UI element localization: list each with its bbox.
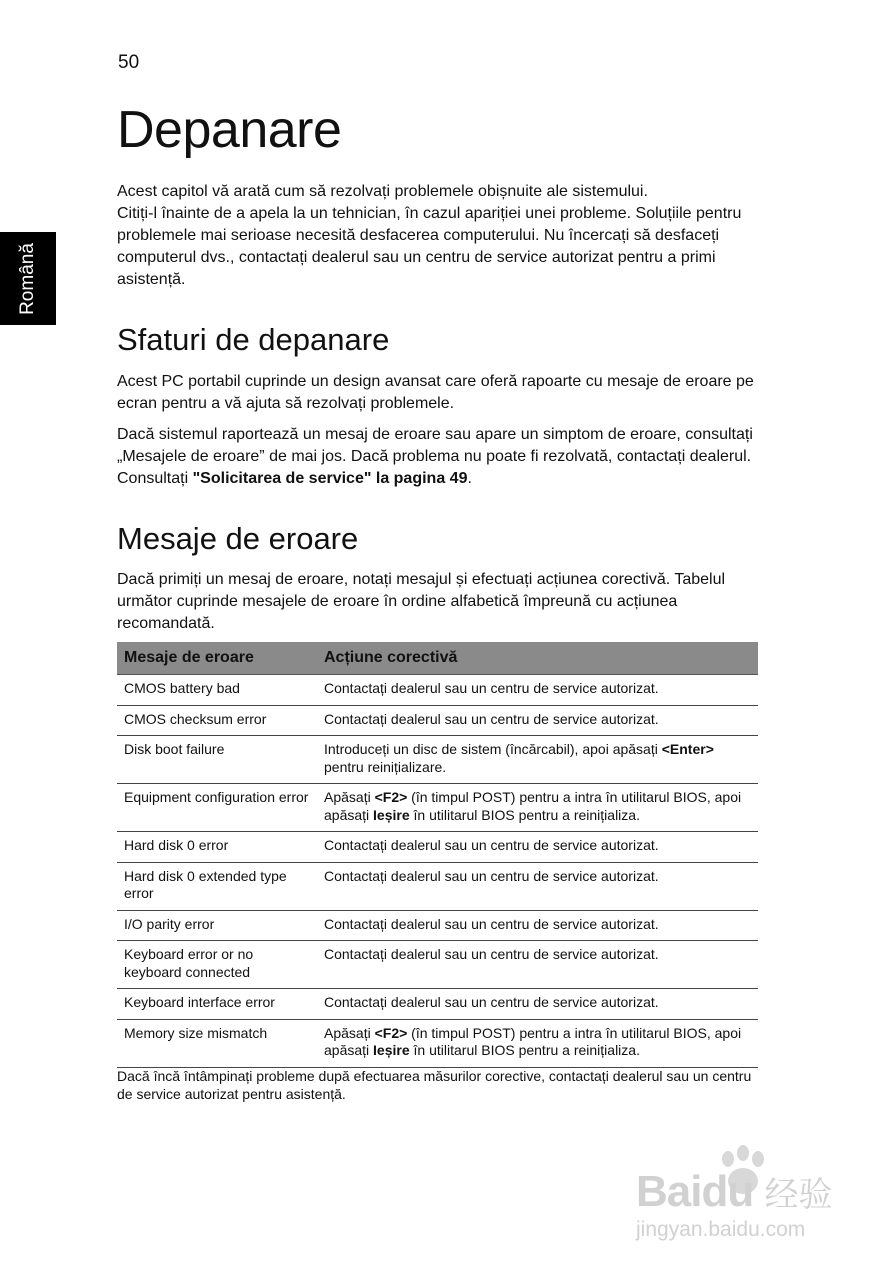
error-message-cell: Hard disk 0 extended type error [117, 862, 317, 910]
table-row [117, 736, 758, 784]
intro-paragraph [117, 181, 757, 291]
error-message-cell: CMOS checksum error [117, 705, 317, 736]
error-message-cell: Disk boot failure [117, 736, 317, 784]
table-row [117, 989, 758, 1020]
watermark-logo-b: du [701, 1167, 754, 1216]
page-title: Depanare [117, 101, 342, 159]
action-key-text: <Enter> [661, 741, 714, 757]
table-row [117, 941, 758, 989]
action-key-text: Ieșire [373, 806, 410, 823]
action-text: în utilitarul BIOS pentru a reinițializa. [409, 1042, 640, 1058]
action-text: în utilitarul BIOS pentru a reinițializa. [409, 806, 640, 823]
error-message-cell: CMOS battery bad [117, 675, 317, 706]
language-side-tab [0, 232, 56, 325]
service-page-link[interactable]: "Solicitarea de service" la pagina 49 [192, 470, 468, 487]
action-text: Contactați dealerul sau un centru de service autorizat. [324, 680, 659, 696]
action-text: Contactați dealerul sau un centru de service autorizat. [324, 994, 659, 1010]
table-row [117, 910, 758, 941]
action-text: Contactați dealerul sau un centru de service autorizat. [324, 915, 659, 932]
table-row [117, 1019, 758, 1067]
watermark-logo-cn: 经验 [764, 1176, 833, 1214]
column-header-message: Mesaje de eroare [117, 642, 317, 675]
action-text: Apăsați [324, 1024, 375, 1041]
error-message-cell: Memory size mismatch [117, 1019, 317, 1067]
action-key-text: <F2> [374, 1024, 408, 1041]
corrective-action-cell [317, 862, 758, 910]
error-messages-table [117, 642, 758, 1068]
action-key-text: <F2> [374, 789, 408, 805]
watermark-logo-a: Bai [636, 1167, 702, 1216]
error-message-cell: Keyboard interface error [117, 989, 317, 1020]
action-text: (în timpul POST) pentru a intra în utilitarul BIOS, apoi apăsați [324, 1024, 742, 1058]
tips-heading: Sfaturi de depanare [117, 322, 390, 357]
table-row [117, 862, 758, 910]
corrective-action-cell [317, 989, 758, 1020]
corrective-action-cell [317, 1019, 758, 1067]
error-message-cell: I/O parity error [117, 910, 317, 941]
action-text: Introduceți un disc de sistem (încărcabil), apoi apăsați [324, 741, 662, 757]
table-header-row [117, 642, 758, 675]
error-message-cell: Equipment configuration error [117, 784, 317, 832]
column-header-action: Acțiune corectivă [317, 642, 758, 675]
corrective-action-cell [317, 675, 758, 706]
tips-paragraph-2-end: . [467, 470, 472, 487]
error-message-cell: Hard disk 0 error [117, 832, 317, 863]
baidu-watermark [636, 1145, 846, 1250]
action-text: pentru reinițializare. [324, 758, 447, 775]
intro-line-1: Acest capitol vă arată cum să rezolvați problemele obișnuite ale sistemului. [117, 183, 648, 200]
corrective-action-cell [317, 705, 758, 736]
tips-paragraph-2 [117, 424, 757, 490]
action-text: Apăsați [324, 789, 375, 805]
corrective-action-cell [317, 736, 758, 784]
table-row [117, 832, 758, 863]
errors-paragraph: Dacă primiți un mesaj de eroare, notați mesajul și efectuați acțiunea corectivă. Tabelul următor cuprinde mesajele de eroare în ordine alfabetică împreună cu acțiunea recomandată. [117, 571, 726, 632]
corrective-action-cell [317, 832, 758, 863]
tips-paragraph-1: Acest PC portabil cuprinde un design avansat care oferă rapoarte cu mesaje de eroare pe ecran pentru a vă ajuta să rezolvați problemele. [117, 373, 754, 412]
action-text: (în timpul POST) pentru a intra în utilitarul BIOS, apoi apăsați [324, 789, 742, 823]
table-row [117, 675, 758, 706]
table-body [117, 675, 758, 1068]
corrective-action-cell [317, 910, 758, 941]
action-text: Contactați dealerul sau un centru de service autorizat. [324, 837, 659, 853]
table-row [117, 705, 758, 736]
footnote: Dacă încă întâmpinați probleme după efectuarea măsurilor corective, contactați dealerul sau un centru de service autorizat pentru asistență. [117, 1068, 752, 1102]
language-side-tab-label: Română [17, 242, 39, 315]
corrective-action-cell [317, 941, 758, 989]
error-message-cell: Keyboard error or no keyboard connected [117, 941, 317, 989]
action-text: Contactați dealerul sau un centru de service autorizat. [324, 867, 659, 884]
action-text: Contactați dealerul sau un centru de service autorizat. [324, 946, 659, 962]
watermark-url: jingyan.baidu.com [636, 1218, 806, 1241]
errors-heading: Mesaje de eroare [117, 521, 359, 556]
table-row [117, 784, 758, 832]
action-text: Contactați dealerul sau un centru de service autorizat. [324, 710, 659, 727]
corrective-action-cell [317, 784, 758, 832]
watermark-logo [636, 1167, 832, 1217]
page-number: 50 [118, 52, 140, 73]
tips-paragraph-2-text: Dacă sistemul raportează un mesaj de eroare sau apare un simptom de eroare, consultați „Mesajele de eroare” de mai jos. Dacă problema nu poate fi rezolvată, contactați dealerul. Consultați [117, 426, 753, 487]
action-key-text: Ieșire [373, 1042, 410, 1058]
intro-line-2: Citiți-l înainte de a apela la un tehnician, în cazul apariției unei probleme. Soluțiile pentru problemele mai serioase necesită desfacerea computerului. Nu încercați să desfaceți computerul dvs., contactați dealerul sau un centru de service autorizat pentru a primi asistență. [117, 205, 742, 288]
